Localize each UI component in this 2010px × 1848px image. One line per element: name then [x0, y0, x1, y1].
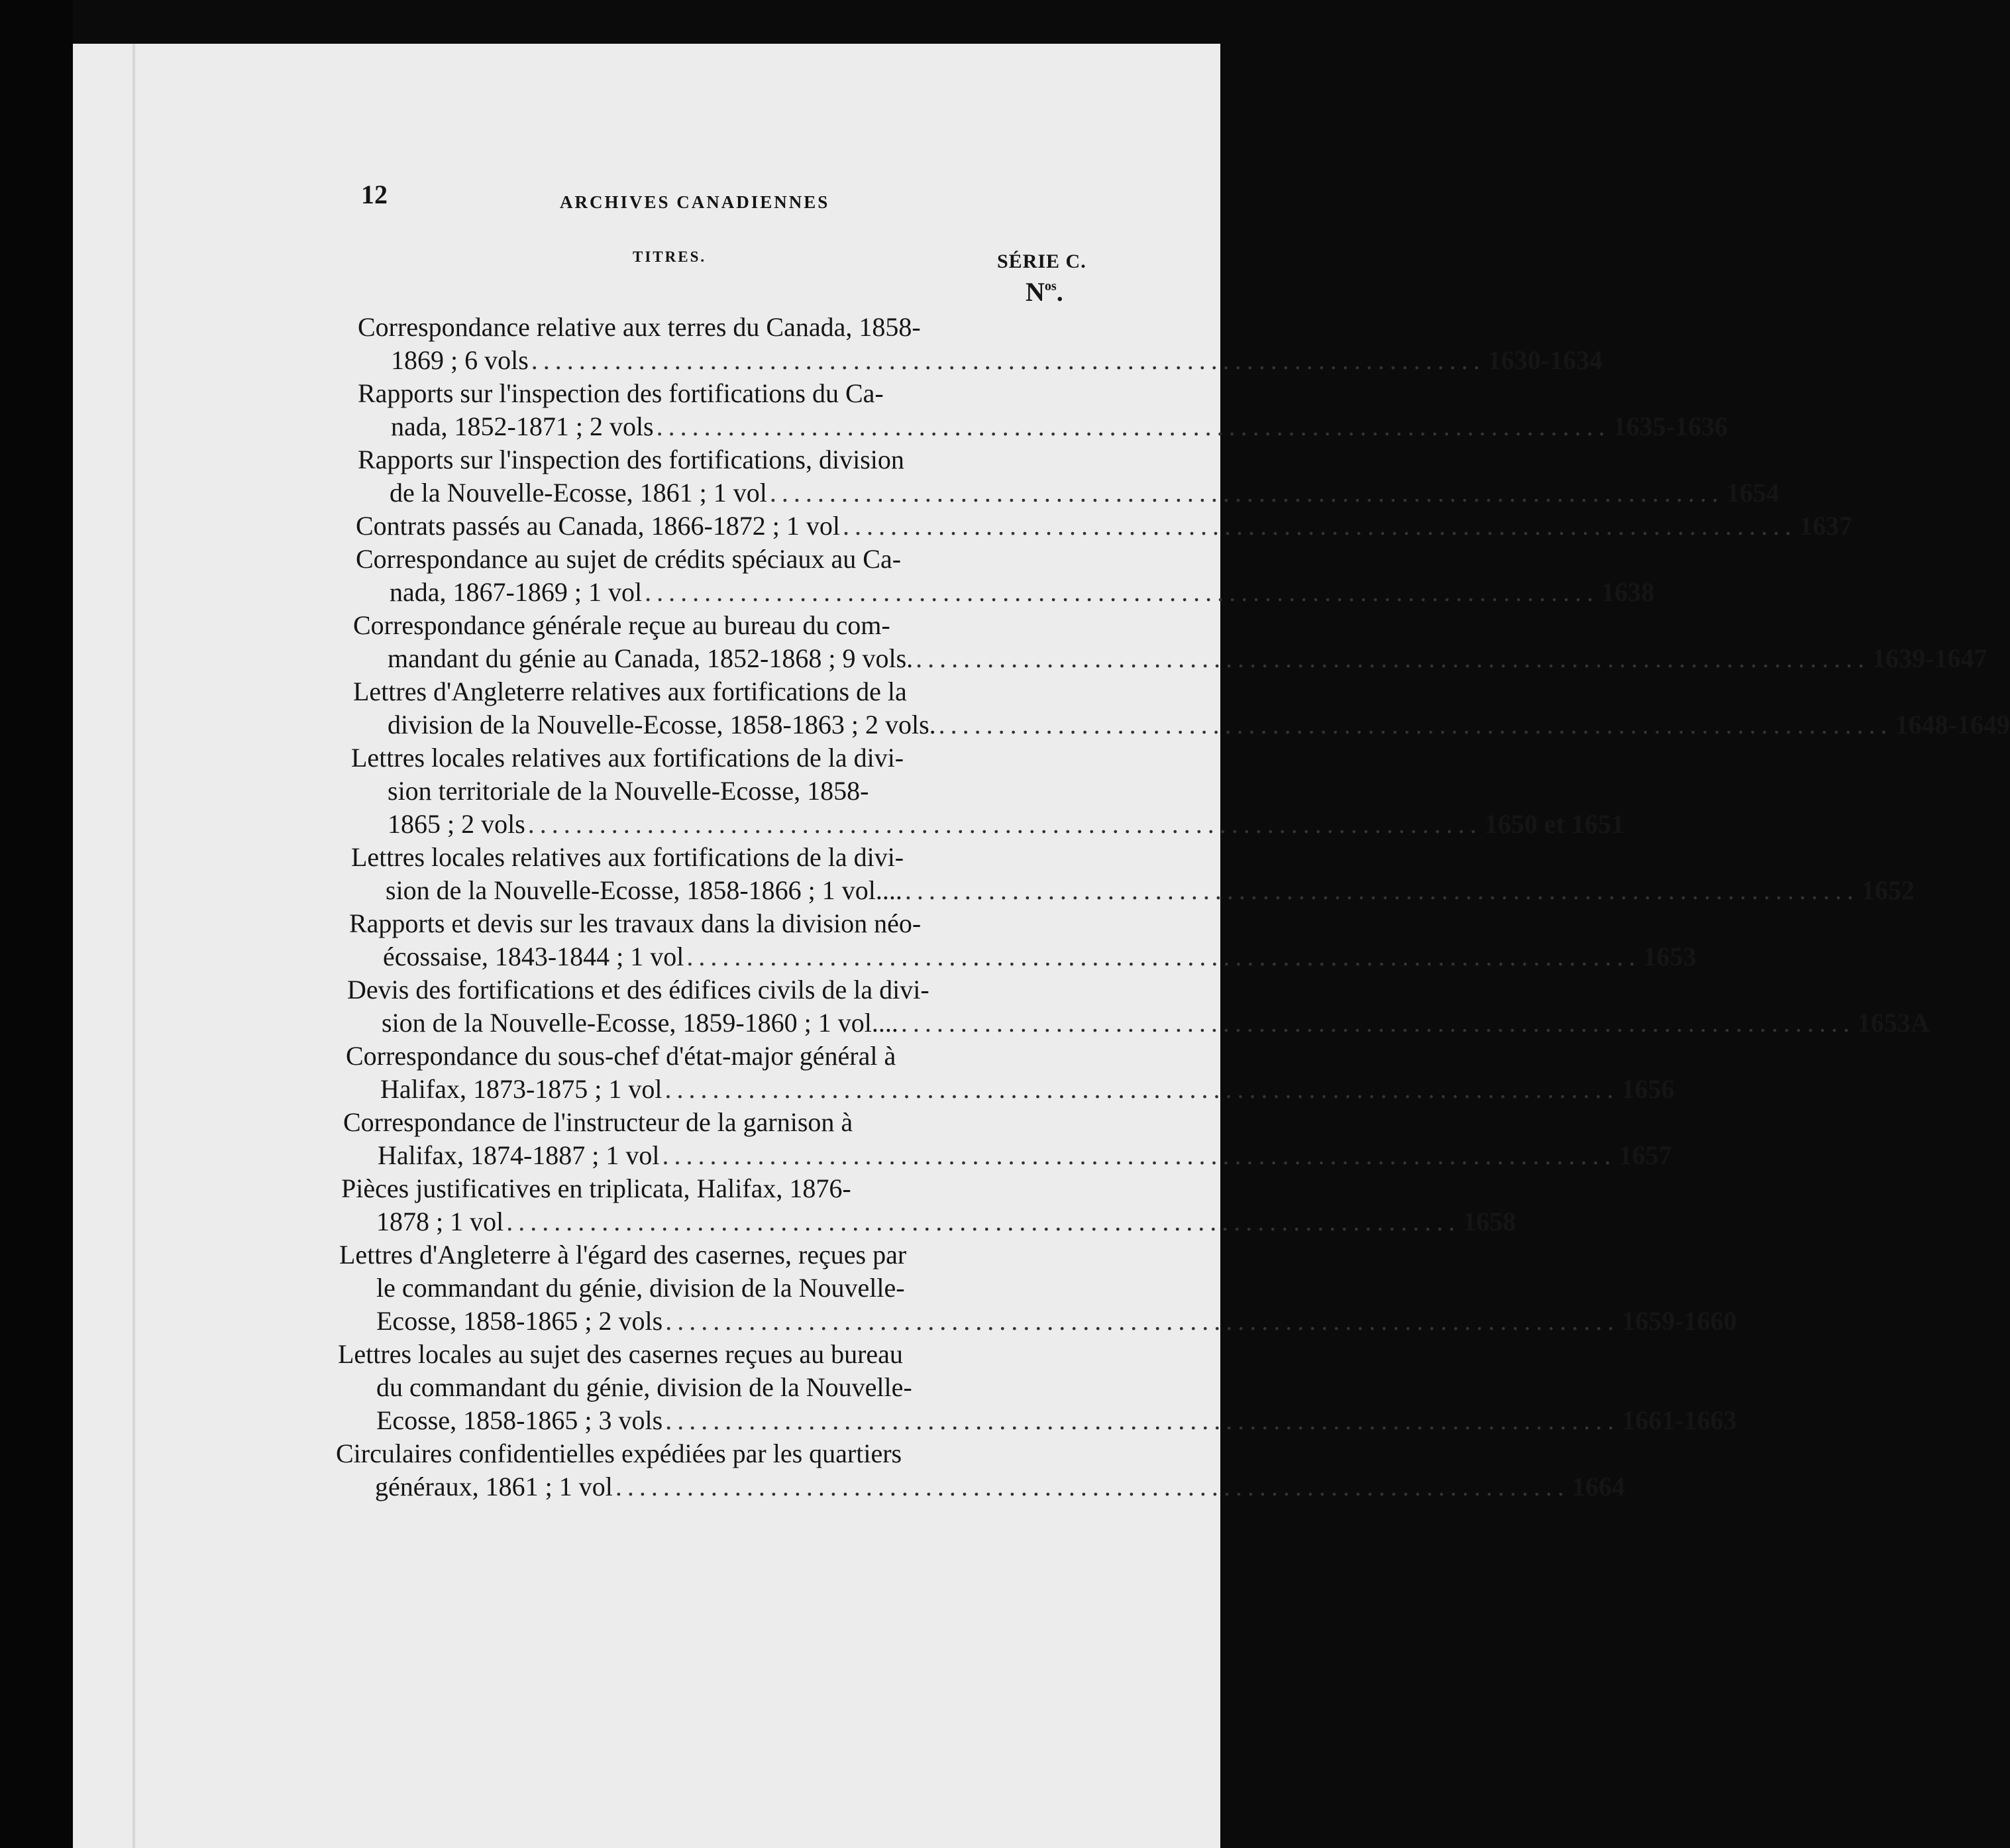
leader-dots: ................................................................................	[665, 1306, 1620, 1336]
nos-superscript: os	[1044, 279, 1057, 294]
leader-dots: ................................................................................	[506, 1207, 1461, 1236]
entry-line	[347, 973, 929, 1007]
entry-line	[358, 310, 921, 345]
entry-last-line	[386, 873, 1915, 908]
leader-dots: ................................................................................	[900, 1008, 1855, 1038]
entry-text: Lettres locales au sujet des casernes reçues au bureau	[338, 1339, 903, 1369]
entry-text: Halifax, 1873-1875 ; 1 vol	[380, 1074, 662, 1104]
entry-text: Devis des fortifications et des édifices civils de la divi-	[347, 975, 929, 1005]
entry-text: le commandant du génie, division de la Nouvelle-	[376, 1273, 905, 1303]
entry-number: 1652	[1861, 875, 1915, 905]
entry-number: 1664	[1571, 1472, 1625, 1501]
entry-text: nada, 1852-1871 ; 2 vols	[391, 411, 654, 441]
entry-number: 1653	[1643, 942, 1697, 971]
entry-number: 1650 et 1651	[1484, 809, 1624, 839]
entry-line	[388, 774, 869, 808]
entry-text: de la Nouvelle-Ecosse, 1861 ; 1 vol	[390, 478, 767, 508]
entry-line	[376, 1370, 912, 1405]
entry-number: 1639-1647	[1872, 643, 1987, 673]
entry-last-line	[391, 343, 1603, 378]
leader-dots: ................................................................................	[916, 643, 1870, 673]
entry-last-line	[388, 708, 2010, 742]
running-title: ARCHIVES CANADIENNES	[560, 192, 830, 212]
entry-number: 1630-1634	[1487, 345, 1603, 375]
entry-text: Rapports sur l'inspection des fortifications du Ca-	[358, 378, 884, 408]
entry-number: 1659-1660	[1622, 1306, 1737, 1336]
entry-number: 1637	[1799, 511, 1852, 541]
entry-text: Halifax, 1874-1887 ; 1 vol	[378, 1140, 660, 1170]
entry-last-line	[356, 509, 1852, 543]
column-label-titres: TITRES.	[633, 248, 707, 265]
entry-last-line	[382, 1006, 1930, 1040]
entry-last-line	[388, 807, 1624, 842]
entry-line	[353, 608, 890, 643]
entry-number: 1638	[1601, 577, 1655, 607]
nos-main: N	[1026, 277, 1045, 307]
entry-line	[351, 741, 904, 775]
entry-text: Ecosse, 1858-1865 ; 3 vols	[376, 1405, 663, 1435]
leader-dots: ................................................................................	[615, 1472, 1569, 1501]
entry-number: 1653A	[1857, 1008, 1930, 1038]
leader-dots: ................................................................................	[938, 710, 1893, 739]
entry-text: Rapports sur l'inspection des fortifications, division	[358, 445, 904, 474]
entry-last-line	[388, 641, 1987, 676]
entry-number: 1658	[1463, 1207, 1516, 1236]
entry-line	[336, 1437, 902, 1471]
entry-text: du commandant du génie, division de la Nouvelle-	[376, 1372, 912, 1402]
entry-text: Correspondance générale reçue au bureau du com-	[353, 610, 890, 640]
entry-last-line	[376, 1304, 1737, 1338]
entry-line	[358, 376, 884, 411]
entry-text: division de la Nouvelle-Ecosse, 1858-1863 ; 2 vols.	[388, 710, 936, 739]
nos-tail: .	[1056, 277, 1063, 307]
entry-number: 1657	[1618, 1140, 1672, 1170]
entry-last-line	[380, 1072, 1675, 1107]
leader-dots: ................................................................................	[664, 1074, 1619, 1104]
entry-text: Correspondance relative aux terres du Canada, 1858-	[358, 312, 921, 342]
leader-dots: ................................................................................	[769, 478, 1724, 508]
entry-last-line	[383, 940, 1697, 974]
entry-last-line	[390, 476, 1779, 510]
entry-line	[338, 1337, 903, 1372]
leader-dots: ................................................................................	[904, 875, 1859, 905]
entry-text: Pièces justificatives en triplicata, Halifax, 1876-	[341, 1173, 851, 1203]
leader-dots: ................................................................................	[662, 1140, 1616, 1170]
entry-last-line	[376, 1205, 1516, 1239]
entry-last-line	[375, 1470, 1625, 1504]
leader-dots: ................................................................................	[527, 809, 1482, 839]
entry-number: 1648-1649	[1895, 710, 2010, 739]
entry-number: 1635-1636	[1613, 411, 1728, 441]
leader-dots: ................................................................................	[843, 511, 1797, 541]
page-number: 12	[361, 180, 388, 209]
entry-text: sion de la Nouvelle-Ecosse, 1858-1866 ; 1 vol....	[386, 875, 902, 905]
entry-text: 1878 ; 1 vol	[376, 1207, 504, 1236]
entry-last-line	[378, 1138, 1672, 1173]
entry-line	[358, 443, 904, 477]
entry-text: Correspondance au sujet de crédits spéciaux au Ca-	[356, 544, 902, 574]
entry-text: Lettres d'Angleterre à l'égard des casernes, reçues par	[339, 1240, 907, 1270]
entry-line	[353, 675, 907, 709]
entry-text: généraux, 1861 ; 1 vol	[375, 1472, 613, 1501]
entry-text: Contrats passés au Canada, 1866-1872 ; 1 vol	[356, 511, 840, 541]
entry-last-line	[390, 575, 1655, 610]
leader-dots: ................................................................................	[531, 345, 1485, 375]
column-label-serie: SÉRIE C.	[997, 250, 1086, 272]
entry-line	[346, 1039, 896, 1073]
entry-text: 1865 ; 2 vols	[388, 809, 525, 839]
entry-line	[376, 1271, 905, 1305]
entry-text: 1869 ; 6 vols	[391, 345, 529, 375]
entry-text: sion territoriale de la Nouvelle-Ecosse, 1858-	[388, 776, 869, 806]
entry-line	[349, 906, 921, 941]
entry-last-line	[376, 1403, 1737, 1438]
entry-number: 1656	[1621, 1074, 1675, 1104]
entry-last-line	[391, 409, 1728, 444]
entry-text: Lettres d'Angleterre relatives aux fortifications de la	[353, 677, 907, 706]
entry-text: Correspondance du sous-chef d'état-major général à	[346, 1041, 896, 1071]
entry-text: mandant du génie au Canada, 1852-1868 ; 9 vols.	[388, 643, 914, 673]
entry-number: 1654	[1726, 478, 1779, 508]
entry-text: écossaise, 1843-1844 ; 1 vol	[383, 942, 684, 971]
entry-text: Rapports et devis sur les travaux dans la division néo-	[349, 908, 922, 938]
leader-dots: ................................................................................	[686, 942, 1641, 971]
leader-dots: ................................................................................	[645, 577, 1599, 607]
leader-dots: ................................................................................	[665, 1405, 1620, 1435]
entry-line	[339, 1238, 906, 1272]
entry-text: Ecosse, 1858-1865 ; 2 vols	[376, 1306, 663, 1336]
entry-number: 1661-1663	[1622, 1405, 1737, 1435]
entry-text: Lettres locales relatives aux fortifications de la divi-	[351, 842, 904, 872]
entry-line	[343, 1105, 853, 1140]
entry-line	[356, 542, 901, 576]
entry-text: Lettres locales relatives aux fortifications de la divi-	[351, 743, 904, 773]
entry-text: Circulaires confidentielles expédiées par les quartiers	[336, 1439, 902, 1468]
entry-line	[341, 1171, 851, 1206]
leader-dots: ................................................................................	[656, 411, 1611, 441]
entry-text: Correspondance de l'instructeur de la garnison à	[343, 1107, 853, 1137]
entry-text: sion de la Nouvelle-Ecosse, 1859-1860 ; 1 vol....	[382, 1008, 898, 1038]
entry-line	[351, 840, 904, 875]
entry-text: nada, 1867-1869 ; 1 vol	[390, 577, 643, 607]
